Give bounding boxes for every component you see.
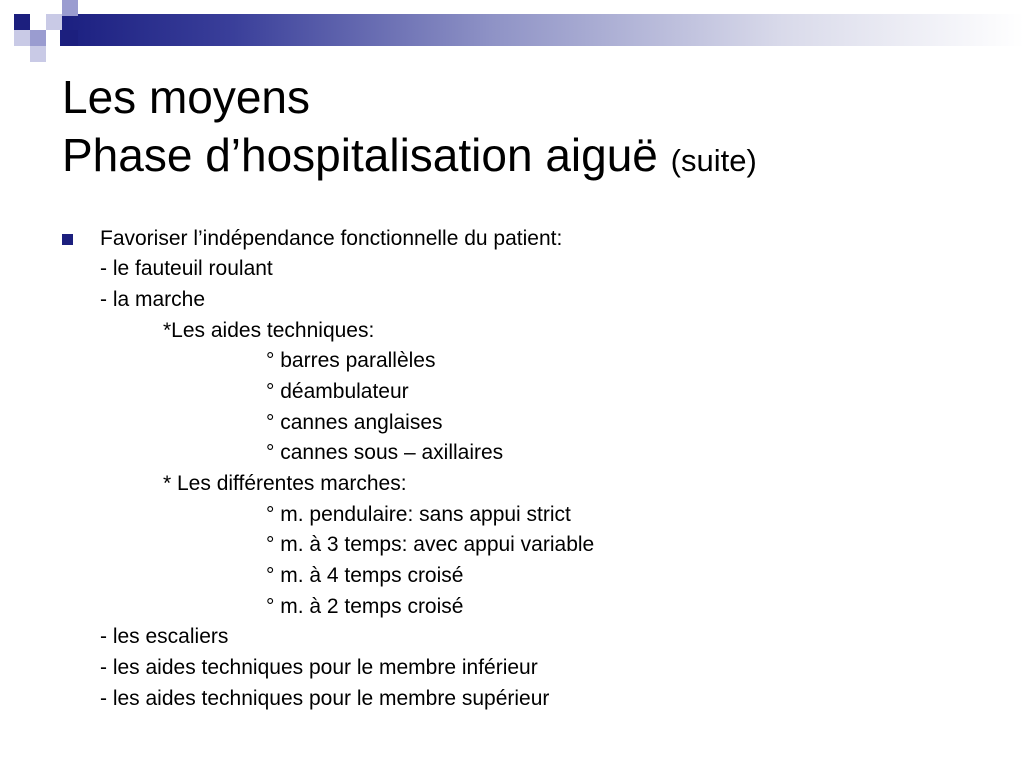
decorative-square — [62, 0, 78, 16]
body-line: - la marche — [100, 288, 206, 311]
body-line: ° déambulateur — [266, 380, 409, 403]
body-line: ° m. à 2 temps croisé — [266, 595, 464, 618]
body-line: * Les différentes marches: — [163, 472, 407, 495]
header-gradient-band — [60, 14, 1024, 46]
slide-title — [62, 68, 757, 190]
body-line: ° m. à 3 temps: avec appui variable — [266, 533, 595, 556]
body-line: Favoriser l’indépendance fonctionnelle du patient: — [100, 227, 563, 250]
decorative-square — [62, 30, 78, 46]
body-line: ° cannes sous – axillaires — [266, 441, 504, 464]
body-line: *Les aides techniques: — [163, 319, 375, 342]
title-suffix: (suite) — [670, 143, 757, 178]
title-line-2 — [62, 126, 757, 190]
decorative-square — [14, 14, 30, 30]
title-line-1: Les moyens — [62, 71, 311, 123]
title-main-text: Phase d’hospitalisation aiguë — [62, 129, 658, 181]
body-line: - les aides techniques pour le membre supérieur — [100, 687, 550, 710]
body-line: ° cannes anglaises — [266, 411, 443, 434]
body-line: - le fauteuil roulant — [100, 257, 273, 280]
body-line: ° m. pendulaire: sans appui strict — [266, 503, 571, 526]
body-line: - les escaliers — [100, 625, 229, 648]
decorative-square — [30, 30, 46, 46]
decorative-square — [30, 46, 46, 62]
decorative-square — [46, 14, 62, 30]
body-line: ° barres parallèles — [266, 349, 436, 372]
body-line: ° m. à 4 temps croisé — [266, 564, 464, 587]
square-bullet-icon — [62, 234, 73, 245]
decorative-square — [14, 30, 30, 46]
body-line: - les aides techniques pour le membre inférieur — [100, 656, 538, 679]
